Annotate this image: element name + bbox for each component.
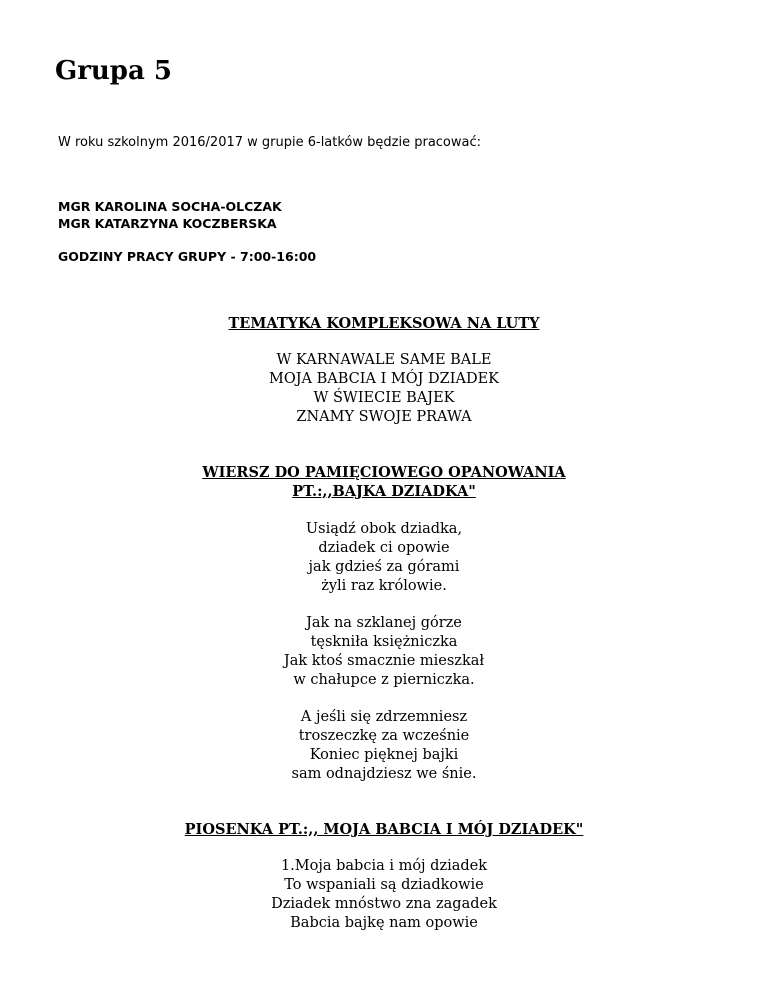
themes-list [0,351,768,427]
song-line: 1.Moja babcia i mój dziadek [280,858,488,874]
song-line: Dziadek mnóstwo zna zagadek [271,896,497,912]
poem-line: Jak na szklanej górze [306,615,462,631]
group-hours: GODZINY PRACY GRUPY - 7:00-16:00 [58,249,317,264]
theme-item: W ŚWIECIE BAJEK [313,390,455,406]
poem-line: tęskniła księżniczka [310,634,458,650]
poem-line: Koniec pięknej bajki [309,747,459,763]
page-title: Grupa 5 [55,56,172,86]
poem-line: dziadek ci opowie [318,540,450,556]
song-line: Babcia bajkę nam opowie [290,915,478,931]
song-stanza [0,857,768,933]
poem-heading [0,463,768,501]
song-heading: PIOSENKA PT.:,, MOJA BABCIA I MÓJ DZIADEK" [184,821,584,838]
themes-heading: TEMATYKA KOMPLEKSOWA NA LUTY [228,315,540,332]
poem-line: sam odnajdziesz we śnie. [291,766,477,782]
poem-line: Jak ktoś smacznie mieszkał [283,653,485,669]
teachers-list [58,198,282,232]
teacher-name: MGR KAROLINA SOCHA-OLCZAK [58,199,282,214]
poem-stanza [0,614,768,690]
poem-line: w chałupce z pierniczka. [293,672,475,688]
poem-line: jak gdzieś za górami [308,559,460,575]
poem-line: żyli raz królowie. [321,578,447,594]
theme-item: ZNAMY SWOJE PRAWA [296,409,472,425]
poem-stanza [0,520,768,596]
poem-line: Usiądź obok dziadka, [305,521,463,537]
song-line: To wspaniali są dziadkowie [284,877,484,893]
poem-line: troszeczkę za wcześnie [298,728,470,744]
theme-item: W KARNAWALE SAME BALE [276,352,492,368]
theme-item: MOJA BABCIA I MÓJ DZIADEK [268,371,500,387]
poem-heading-line: PT.:,,BAJKA DZIADKA" [292,483,476,500]
intro-text: W roku szkolnym 2016/2017 w grupie 6-latków będzie pracować: [58,135,482,150]
themes-section [0,314,768,333]
poem-stanza [0,708,768,784]
song-heading-block [0,820,768,839]
teacher-name: MGR KATARZYNA KOCZBERSKA [58,216,277,231]
poem-heading-line: WIERSZ DO PAMIĘCIOWEGO OPANOWANIA [202,464,566,481]
poem-line: A jeśli się zdrzemniesz [300,709,468,725]
